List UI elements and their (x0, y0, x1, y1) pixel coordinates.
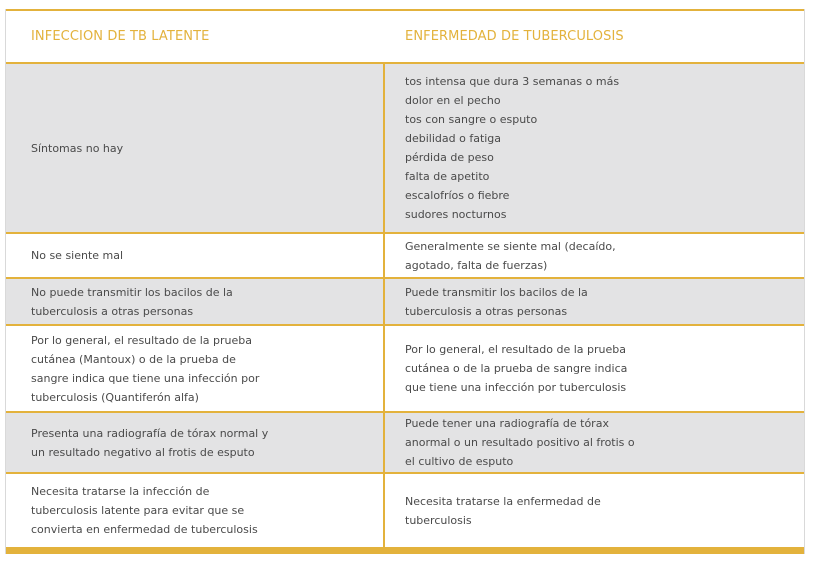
cell-text: No puede transmitir los bacilos de la (31, 285, 233, 299)
cell-text: tuberculosis latente para evitar que se (31, 504, 245, 517)
table-row-symptoms (6, 62, 804, 232)
cell-disease (383, 64, 804, 232)
cell-disease (383, 474, 804, 547)
table-row-feeling (6, 232, 804, 277)
cell-text: convierta en enfermedad de tuberculosis (31, 523, 258, 536)
cell-text: Puede transmitir los bacilos de la (405, 285, 588, 299)
cell-text: Por lo general, el resultado de la prueba (31, 333, 252, 347)
table-row-treatment (6, 472, 804, 547)
cell-disease (383, 279, 804, 324)
cell-latent (6, 279, 383, 324)
cell-latent (6, 474, 383, 547)
cell-text: que tiene una infección por tuberculosis (405, 381, 627, 394)
cell-text: sangre indica que tiene una infección por (31, 371, 260, 385)
table-row-transmission (6, 277, 804, 324)
symptom-item: tos intensa que dura 3 semanas o más (405, 75, 620, 88)
cell-text: anormal o un resultado positivo al frotis o (405, 436, 635, 449)
cell-text: tuberculosis (Quantiferón alfa) (31, 390, 199, 404)
cell-latent (6, 234, 383, 277)
symptom-item: escalofríos o fiebre (405, 189, 510, 202)
symptom-item: pérdida de peso (405, 151, 494, 164)
cell-text: cutánea o de la prueba de sangre indica (405, 362, 628, 375)
cell-text: cutánea (Mantoux) o de la prueba de (31, 352, 236, 366)
cell-text: Generalmente se siente mal (decaído, (405, 239, 616, 253)
cell-disease (383, 413, 804, 472)
symptom-item: dolor en el pecho (405, 94, 501, 107)
symptom-item: debilidad o fatiga (405, 132, 502, 145)
cell-text: tuberculosis a otras personas (405, 304, 568, 318)
symptom-item: sudores nocturnos (405, 208, 507, 221)
cell-text: tuberculosis (405, 513, 472, 527)
comparison-table (5, 9, 805, 554)
cell-text: agotado, falta de fuerzas) (405, 258, 548, 272)
cell-disease (383, 326, 804, 411)
table-bottom-bar (6, 547, 804, 554)
cell-disease (383, 234, 804, 277)
cell-text: Por lo general, el resultado de la prueba (405, 343, 626, 356)
cell-text: el cultivo de esputo (405, 455, 514, 468)
cell-text: tuberculosis a otras personas (31, 304, 194, 318)
table-row-test-result (6, 324, 804, 411)
cell-text: Necesita tratarse la infección de (31, 485, 210, 498)
symptom-item: tos con sangre o esputo (405, 113, 538, 126)
table-header (6, 9, 804, 62)
cell-text: Puede tener una radiografía de tórax (405, 417, 609, 430)
symptom-item: falta de apetito (405, 170, 490, 183)
cell-text: Necesita tratarse la enfermedad de (405, 494, 601, 508)
cell-text: Presenta una radiografía de tórax normal y (31, 426, 269, 440)
cell-latent (6, 326, 383, 411)
cell-text: Síntomas no hay (31, 141, 124, 155)
header-latent-infection: INFECCION DE TB LATENTE (31, 29, 210, 44)
header-tb-disease: ENFERMEDAD DE TUBERCULOSIS (405, 29, 624, 44)
cell-text: No se siente mal (31, 249, 124, 262)
cell-text: un resultado negativo al frotis de esputo (31, 445, 255, 459)
table-row-xray (6, 411, 804, 472)
cell-latent (6, 413, 383, 472)
cell-latent (6, 64, 383, 232)
